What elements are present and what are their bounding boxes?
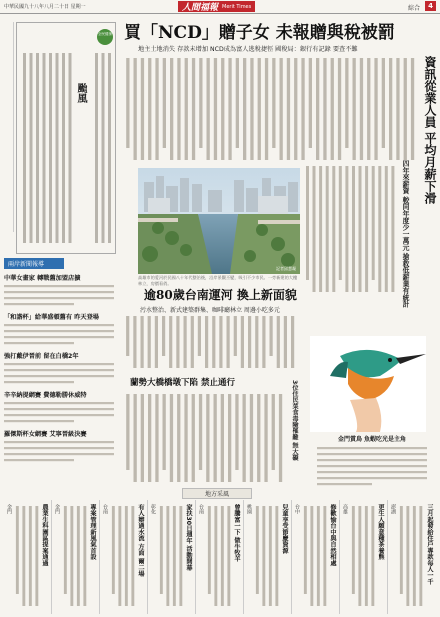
regional-headline: 有人辯過水流 方面 爾二場 (137, 504, 144, 577)
page-number: 4 (425, 1, 436, 11)
regional-item (388, 500, 436, 614)
left-news-item (4, 312, 116, 347)
health-insurance-badge-icon: 全民健保 (97, 29, 113, 45)
newspaper-logo (178, 1, 255, 12)
left-column-text-block (17, 23, 115, 253)
canal-story-body (124, 314, 296, 368)
left-news-item (4, 351, 116, 386)
right-column-subhead-box (400, 160, 420, 332)
left-news-text (4, 362, 116, 386)
left-news-text (4, 323, 116, 347)
regional-city: 高雄 (342, 504, 348, 514)
regional-text (350, 504, 375, 608)
regional-item (52, 500, 100, 614)
bridge-story-body (124, 392, 284, 484)
regional-city: 台南 (198, 504, 204, 514)
regional-headline: 專案管理新風氣首設 (89, 504, 96, 560)
left-news-text (4, 284, 116, 308)
bird-caption-box (316, 434, 428, 495)
bird-photo (310, 336, 426, 432)
section-name: 綜合 (407, 5, 420, 12)
regional-text (110, 504, 135, 608)
regional-headline: 修歡愉台中與自然相處 (329, 504, 336, 566)
left-column-box (16, 22, 116, 254)
regional-item (100, 500, 148, 614)
regional-item (4, 500, 52, 614)
left-news-banner: 兩岸新聞報導 (4, 258, 64, 269)
regional-city: 桃園 (246, 504, 252, 514)
left-news-item (4, 429, 116, 464)
regional-headline: 家扶30日週年 活動開幕 (185, 504, 192, 571)
left-news-text (4, 440, 116, 464)
regional-headline: 兒童享受節慶資源 (281, 504, 288, 554)
side-article-body (304, 164, 396, 292)
left-news-headline: 羅傑斯杯女網賽 艾寧晉級決賽 (4, 431, 87, 438)
left-news-headline: 辛辛納提網賽 費德勒勝休威特 (4, 392, 87, 399)
left-news-column (4, 258, 116, 478)
food-story-headline: 3位住民菜食毒險罹難 無大礙 (291, 380, 298, 461)
photo-credit: 記者邱慧凝 (276, 266, 296, 271)
left-news-headline: 強打戴伊晉前 留在白橋2年 (4, 353, 79, 360)
side-strip-text (2, 22, 12, 222)
regional-text (14, 504, 39, 608)
left-news-item (4, 390, 116, 425)
right-column-headline: 資訊從業人員 平均月薪下滑 (423, 56, 437, 205)
regional-text (158, 504, 183, 608)
left-news-text (4, 401, 116, 425)
regional-item (340, 500, 388, 614)
left-news-headline: 中華女畫家 轉戰舊加盟店擴 (4, 275, 81, 282)
regional-headline: 更生人願意種茶養熊 (377, 504, 384, 560)
regional-banner: 地方采風 (182, 488, 252, 499)
main-article-body (124, 56, 416, 162)
main-headline: 買「NCD」贈子女 未報贈與稅被罰 (124, 23, 395, 43)
logo-chinese: 人間福報 (182, 3, 219, 13)
regional-headline: 農業生科園區提案通過 (41, 504, 48, 566)
regional-city: 金門 (6, 504, 12, 514)
left-news-headline: 「和諧杯」給華盛頓舊有 昨天登場 (4, 314, 99, 321)
regional-city: 台南 (102, 504, 108, 514)
canal-story-headline: 逾80歲台南運河 換上新面貌 (144, 288, 297, 302)
food-story-box (290, 380, 308, 480)
regional-text (302, 504, 327, 608)
left-column-title: 颱風 (75, 83, 86, 103)
regional-city: 金門 (54, 504, 60, 514)
right-column-headline-box (422, 56, 438, 356)
issue-date: 中華民國九十八年八月二十日 星期一 (4, 4, 86, 10)
regional-headline: 曾騰富一下 做牛牧羊 (233, 504, 240, 562)
photo-caption: 高雄市的愛河於民國八十年代整治後，沿岸景觀丕變，吸引不少市民。一旁新建的大樓林立，房價看俏。 (138, 275, 298, 286)
bird-caption-text (316, 443, 428, 491)
left-news-item (4, 273, 116, 308)
kingfisher-photo-image (310, 336, 426, 432)
right-column-subhead: 四年來薪資 較同年度少一萬元 搶救低薪業有統計 (401, 160, 409, 308)
page-header (0, 0, 440, 14)
side-strip-lines (2, 22, 12, 222)
bird-caption-title: 金門賞鳥 魚蝦吃光是主角 (337, 436, 407, 443)
canal-city-photo-image (138, 168, 300, 274)
regional-item (244, 500, 292, 614)
canal-story-subhead: 污水整治、新式建築群集、咖啡廳林立 周邊小吃多元 (140, 307, 280, 314)
regional-item (148, 500, 196, 614)
bridge-story-headline: 蘭勢大橋橋墩下陷 禁止通行 (130, 378, 235, 388)
logo-english: Merit Times (222, 3, 252, 10)
regional-text (206, 504, 231, 608)
regional-headline: 三月起發給住戶專款每人一千 (426, 504, 433, 585)
main-subhead: 地主土地消失 存款未增加 NCD成為富人逃稅捷徑 國稅局：銀行有記錄 要查不難 (138, 46, 358, 53)
regional-city: 台中 (294, 504, 300, 514)
regional-item (196, 500, 244, 614)
regional-item (292, 500, 340, 614)
regional-city: 澎湖 (390, 504, 396, 514)
regional-text (62, 504, 87, 608)
regional-text (254, 504, 279, 608)
news-photo (138, 168, 300, 274)
regional-city: 彰化 (150, 504, 156, 514)
left-side-strip (2, 22, 14, 232)
regional-text (398, 504, 424, 608)
